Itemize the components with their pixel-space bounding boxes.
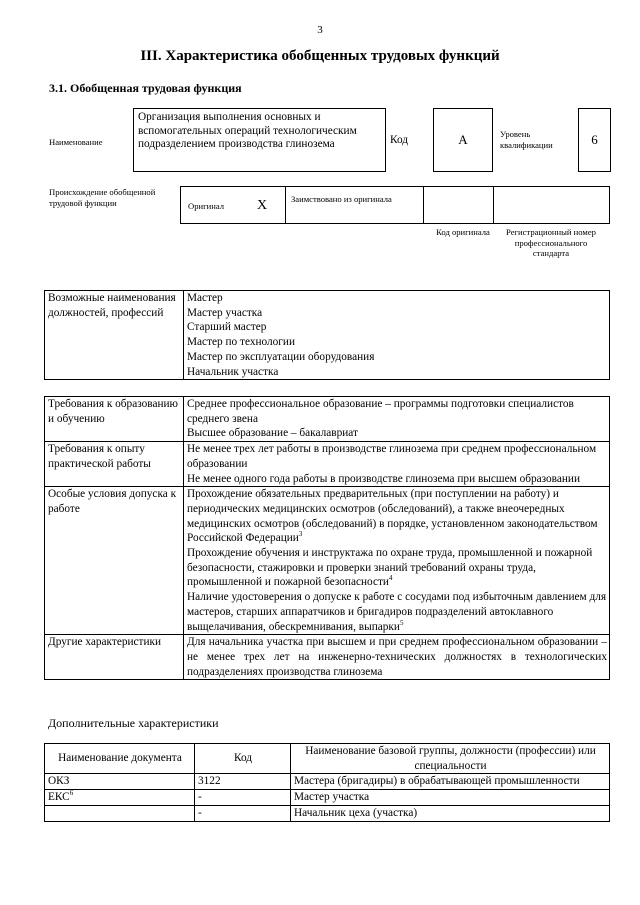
subsection-title: 3.1. Обобщенная трудовая функция bbox=[49, 81, 242, 95]
positions-label: Возможные наименования должностей, профессий bbox=[45, 291, 184, 380]
doc-cell bbox=[45, 774, 195, 790]
footnote-ref: 6 bbox=[69, 789, 74, 798]
footnote-ref: 5 bbox=[399, 618, 404, 627]
special-condition: Прохождение обучения и инструктажа по охране труда, промышленной и пожарной безопасности, стажировки и проверки знаний требований охраны труда, промышленной и пожарной безопасности bbox=[187, 547, 593, 589]
code-cell: - bbox=[195, 805, 291, 821]
special-condition: Наличие удостоверения о допуске к работе с сосудами под избыточным давлением для мастеров, старших аппаратчиков и бригадиров подразделений автоклавного выщелачивания, обескремнивания, выпарки bbox=[187, 591, 607, 633]
code-label: Код bbox=[390, 134, 409, 146]
list-item bbox=[187, 546, 607, 590]
education-label: Требования к образованию и обучению bbox=[45, 397, 184, 442]
name-label: Наименование bbox=[49, 137, 103, 147]
name-cell: Мастера (бригадиры) в обрабатывающей промышленности bbox=[291, 774, 610, 790]
special-condition: Прохождение обязательных предварительных (при поступлении на работу) и периодических медицинских осмотров (обследований), а также внеочередных медицинских осмотров (обследований) в порядке, установленном законодательством Российской Федерации bbox=[187, 488, 598, 545]
code-original-label: Код оригинала bbox=[436, 227, 490, 237]
column-header: Наименование документа bbox=[45, 744, 195, 774]
original-label: Оригинал bbox=[188, 201, 225, 211]
education-values bbox=[184, 397, 610, 442]
level-value-box bbox=[578, 108, 611, 172]
list-item: Высшее образование – бакалавриат bbox=[187, 427, 358, 440]
doc-cell bbox=[45, 790, 195, 806]
borrowed-label: Заимствовано из оригинала bbox=[291, 194, 392, 204]
original-mark: X bbox=[257, 198, 268, 213]
function-name-box bbox=[133, 108, 386, 172]
table-row bbox=[45, 805, 610, 821]
table-row bbox=[45, 442, 610, 487]
level-label: Уровень квалификации bbox=[500, 129, 553, 150]
list-item: Начальник участка bbox=[187, 365, 279, 378]
code-value-box bbox=[433, 108, 493, 172]
table-row bbox=[45, 774, 610, 790]
list-item: Среднее профессиональное образование – программы подготовки специалистов среднего звена bbox=[187, 398, 574, 425]
experience-label: Требования к опыту практической работы bbox=[45, 442, 184, 487]
other-text: Для начальника участка при высшем и при среднем профессиональном образовании – не менее трех лет на инженерно-технических должностях в технологических подразделениях производства глинозема bbox=[184, 635, 610, 680]
list-item: Мастер bbox=[187, 292, 223, 304]
positions-list bbox=[184, 291, 610, 380]
table-row bbox=[45, 635, 610, 680]
table-row bbox=[45, 744, 610, 774]
name-cell: Начальник цеха (участка) bbox=[291, 805, 610, 821]
list-item: Мастер по эксплуатации оборудования bbox=[187, 350, 375, 363]
doc-name: ЕКС bbox=[48, 791, 70, 804]
list-item: Мастер участка bbox=[187, 306, 263, 319]
code-cell: - bbox=[195, 790, 291, 806]
column-header: Код bbox=[195, 744, 291, 774]
reg-number-label: Регистрационный номер профессионального стандарта bbox=[506, 227, 596, 258]
footnote-ref: 3 bbox=[298, 530, 303, 539]
code-value: А bbox=[458, 132, 468, 147]
footnote-ref: 4 bbox=[388, 574, 393, 583]
table-row bbox=[45, 397, 610, 442]
positions-table bbox=[44, 290, 610, 380]
doc-cell bbox=[45, 805, 195, 821]
other-label: Другие характеристики bbox=[45, 635, 184, 680]
table-row bbox=[45, 291, 610, 380]
table-row bbox=[45, 487, 610, 635]
requirements-table bbox=[44, 396, 610, 680]
experience-values bbox=[184, 442, 610, 487]
list-item bbox=[187, 487, 607, 546]
list-item: Не менее одного года работы в производстве глинозема при высшем образовании bbox=[187, 472, 581, 485]
level-value: 6 bbox=[591, 132, 598, 147]
additional-title: Дополнительные характеристики bbox=[48, 716, 219, 730]
special-values bbox=[184, 487, 610, 635]
origin-grid bbox=[180, 186, 610, 224]
list-item bbox=[187, 590, 607, 634]
function-name-value: Организация выполнения основных и вспомогательных операций технологическим подразделением производства глинозема bbox=[138, 111, 357, 151]
special-label: Особые условия допуска к работе bbox=[45, 487, 184, 635]
code-cell: 3122 bbox=[195, 774, 291, 790]
column-header: Наименование базовой группы, должности (профессии) или специальности bbox=[291, 744, 610, 774]
section-title: III. Характеристика обобщенных трудовых функций bbox=[140, 48, 500, 64]
additional-table bbox=[44, 743, 610, 822]
origin-label: Происхождение обобщенной трудовой функции bbox=[49, 187, 156, 208]
list-item: Мастер по технологии bbox=[187, 336, 296, 349]
list-item: Не менее трех лет работы в производстве глинозема при среднем профессиональном образовании bbox=[187, 443, 597, 470]
table-row bbox=[45, 790, 610, 806]
doc-name: ОКЗ bbox=[48, 775, 70, 788]
list-item: Старший мастер bbox=[187, 321, 267, 334]
page-number: 3 bbox=[317, 24, 323, 36]
name-cell: Мастер участка bbox=[291, 790, 610, 806]
